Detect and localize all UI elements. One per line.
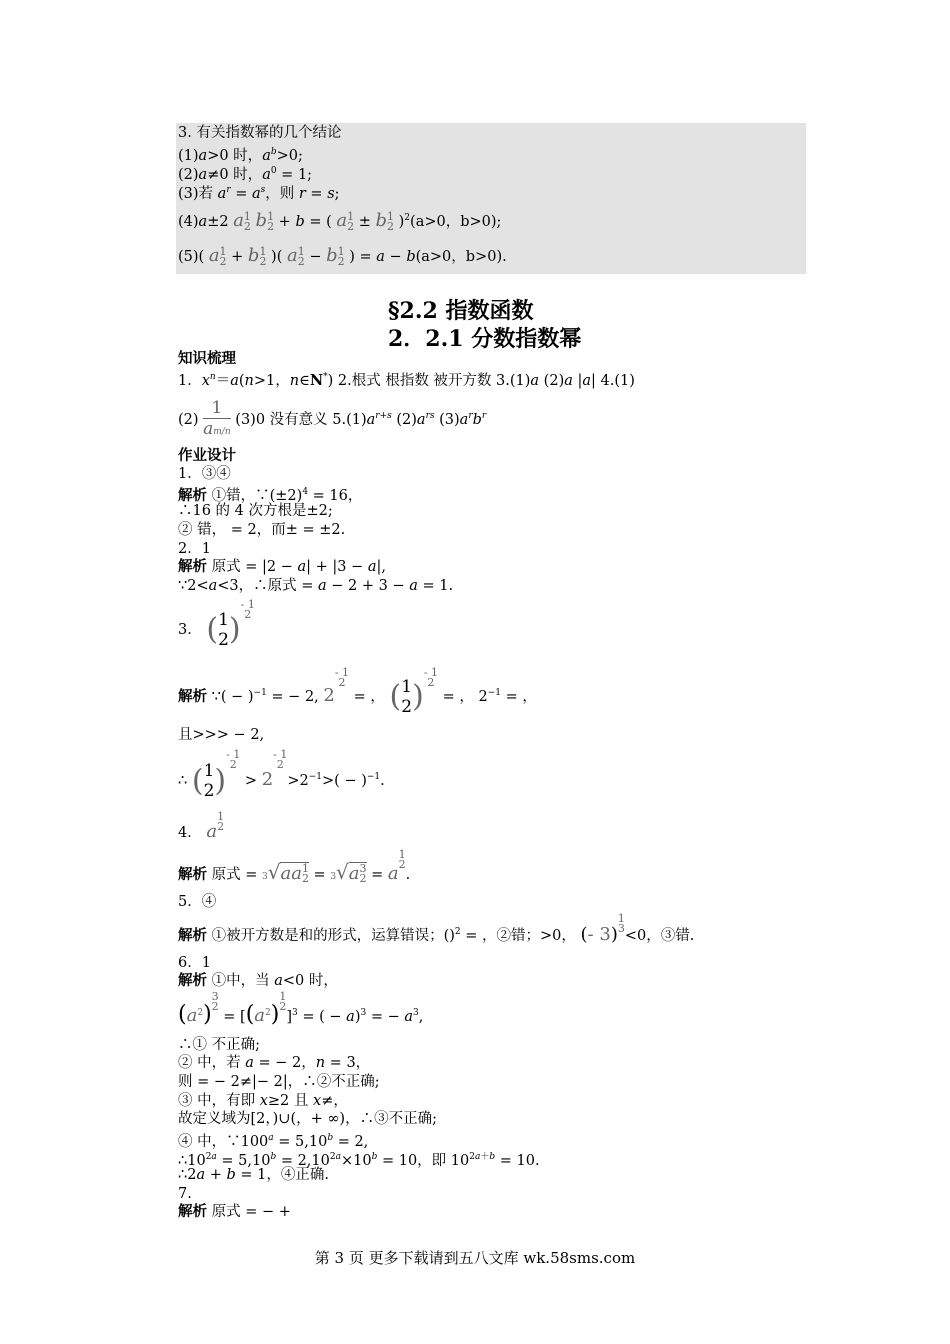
box-line-4-cond: (a>0，b>0);	[410, 213, 502, 230]
q7-analysis: 解析 原式 = − +	[178, 1204, 291, 1220]
q1-analysis: 解析 ①错，$\because(\pm 2)^4 = 16$，	[178, 487, 363, 504]
q6: 6．1	[178, 955, 211, 971]
box-line-4: (4)a±2 a 1 2 b 1 2 + b = ( a 1 2 ± b 1 2 )$^2$(a>0，b>0);	[178, 209, 502, 233]
q1-line-c: ② 错， = 2，而± = ±2.	[178, 522, 346, 538]
q6-line-j: ∴2a + b = 1，④正确.	[178, 1167, 329, 1183]
q6-analysis: 解析 ①中，当 a<0 时，	[178, 973, 338, 989]
box-heading: 3. 有关指数幂的几个结论	[178, 125, 342, 141]
q4-number: 4．	[178, 825, 202, 841]
q2: 2．1	[178, 541, 211, 557]
knowledge-heading: 知识梳理	[178, 351, 236, 367]
q1: 1．③④	[178, 466, 231, 482]
q6-line-c: ∴① 不正确;	[178, 1037, 260, 1053]
q6-line-i: $\therefore 10^{2a} = 5,10^b = 2,10^{2a}\times 10^b = 10$，即 $10^{2a+b} = 10$.	[178, 1152, 540, 1169]
q2-line-b: ∵2<a<3，∴原式 = a − 2 + 3 − a = 1.	[178, 578, 454, 594]
page-footer: 第 3 页 更多下载请到五八文库 wk.58sms.com	[314, 1249, 636, 1267]
box-line-3: (3)若 $a^r = a^s$，则 r = s;	[178, 185, 340, 202]
homework-heading: 作业设计	[178, 448, 236, 464]
q7: 7.	[178, 1186, 192, 1202]
q6-line-e: 则 = − 2≠|− 2|，∴②不正确;	[178, 1074, 380, 1090]
knowledge-line-2: (2) $\frac{1}{am/n}$ (3)0 没有意义 $5.(1)a^{r+s}$ $(2)a^{rs}$ $(3)a^rb^r$	[178, 386, 486, 450]
q1-line-b: ∴16 的 4 次方根是±2;	[178, 503, 333, 519]
q5-tail: <0，③错.	[624, 927, 695, 944]
q4-analysis: 解析 原式 = 3√aa 1 2 = 3√a 3 2 = a 1 2 .	[178, 848, 411, 885]
q5: 5．④	[178, 894, 217, 910]
q6-line-f: ③ 中，有即 x≥2 且 x≠，	[178, 1093, 348, 1109]
q6-line-b: $(a^2)$ 3 2 = [$(a^2)$ 1 2 ]$^3$ = ( − a)$^3$ = − $a^3$,	[178, 990, 424, 1027]
q3-number: 3．	[178, 622, 202, 638]
knowledge-line-1: 1．$x^n=a(n>1$，n∈N*) 2.根式 根指数 被开方数 3.(1)a (2)a |a| 4.(1)	[178, 371, 635, 389]
q2-analysis: 解析 原式 = |2 − a| + |3 − a|,	[178, 559, 387, 575]
box-line-1: (1)a>0 时，$a^b>0$;	[178, 147, 303, 164]
q6-line-h: ④ 中，$\because 100^a = 5,10^b = 2$,	[178, 1133, 369, 1150]
q4: 4． a 1 2	[178, 810, 225, 842]
section-title: §2.2 指数函数	[388, 298, 534, 324]
q3-line-c: ∴ ( 1 2 ) - 1 2 > 2 - 1 2 $>2^{-1}>( - )^{-1}$.	[178, 748, 385, 801]
q6-line-d: ② 中，若 a = − 2，n = 3，	[178, 1055, 371, 1071]
q6-line-g: 故定义域为[2，)∪(，+ ∞)，∴③不正确;	[178, 1111, 437, 1127]
q3: 3． ( 1 2 ) - 1 2	[178, 598, 255, 650]
q3-line-b: 且>>> − 2,	[178, 727, 265, 743]
box-line-5-cond: (a>0，b>0).	[415, 249, 507, 265]
subsection-title: 2．2.1 分数指数幂	[388, 326, 582, 352]
q5-analysis: 解析 ①被开方数是和的形式，运算错误；()$^2$ = ，②错；>0， (- 3) 1 3 <0，③错.	[178, 912, 695, 945]
q3-analysis: 解析 ∵( − )$^{-1}$ = − 2, 2 - 1 2 = ， ( 1 2 ) - 1 2 = ， $2^{-1}$ = ，	[178, 666, 537, 717]
box-line-5: (5)( a 1 2 + b 1 2 )( a 1 2 − b 1 2 ) = a − b(a>0，b>0).	[178, 245, 507, 268]
box-line-2: (2)a≠0 时，$a^0 = 1$;	[178, 166, 313, 183]
